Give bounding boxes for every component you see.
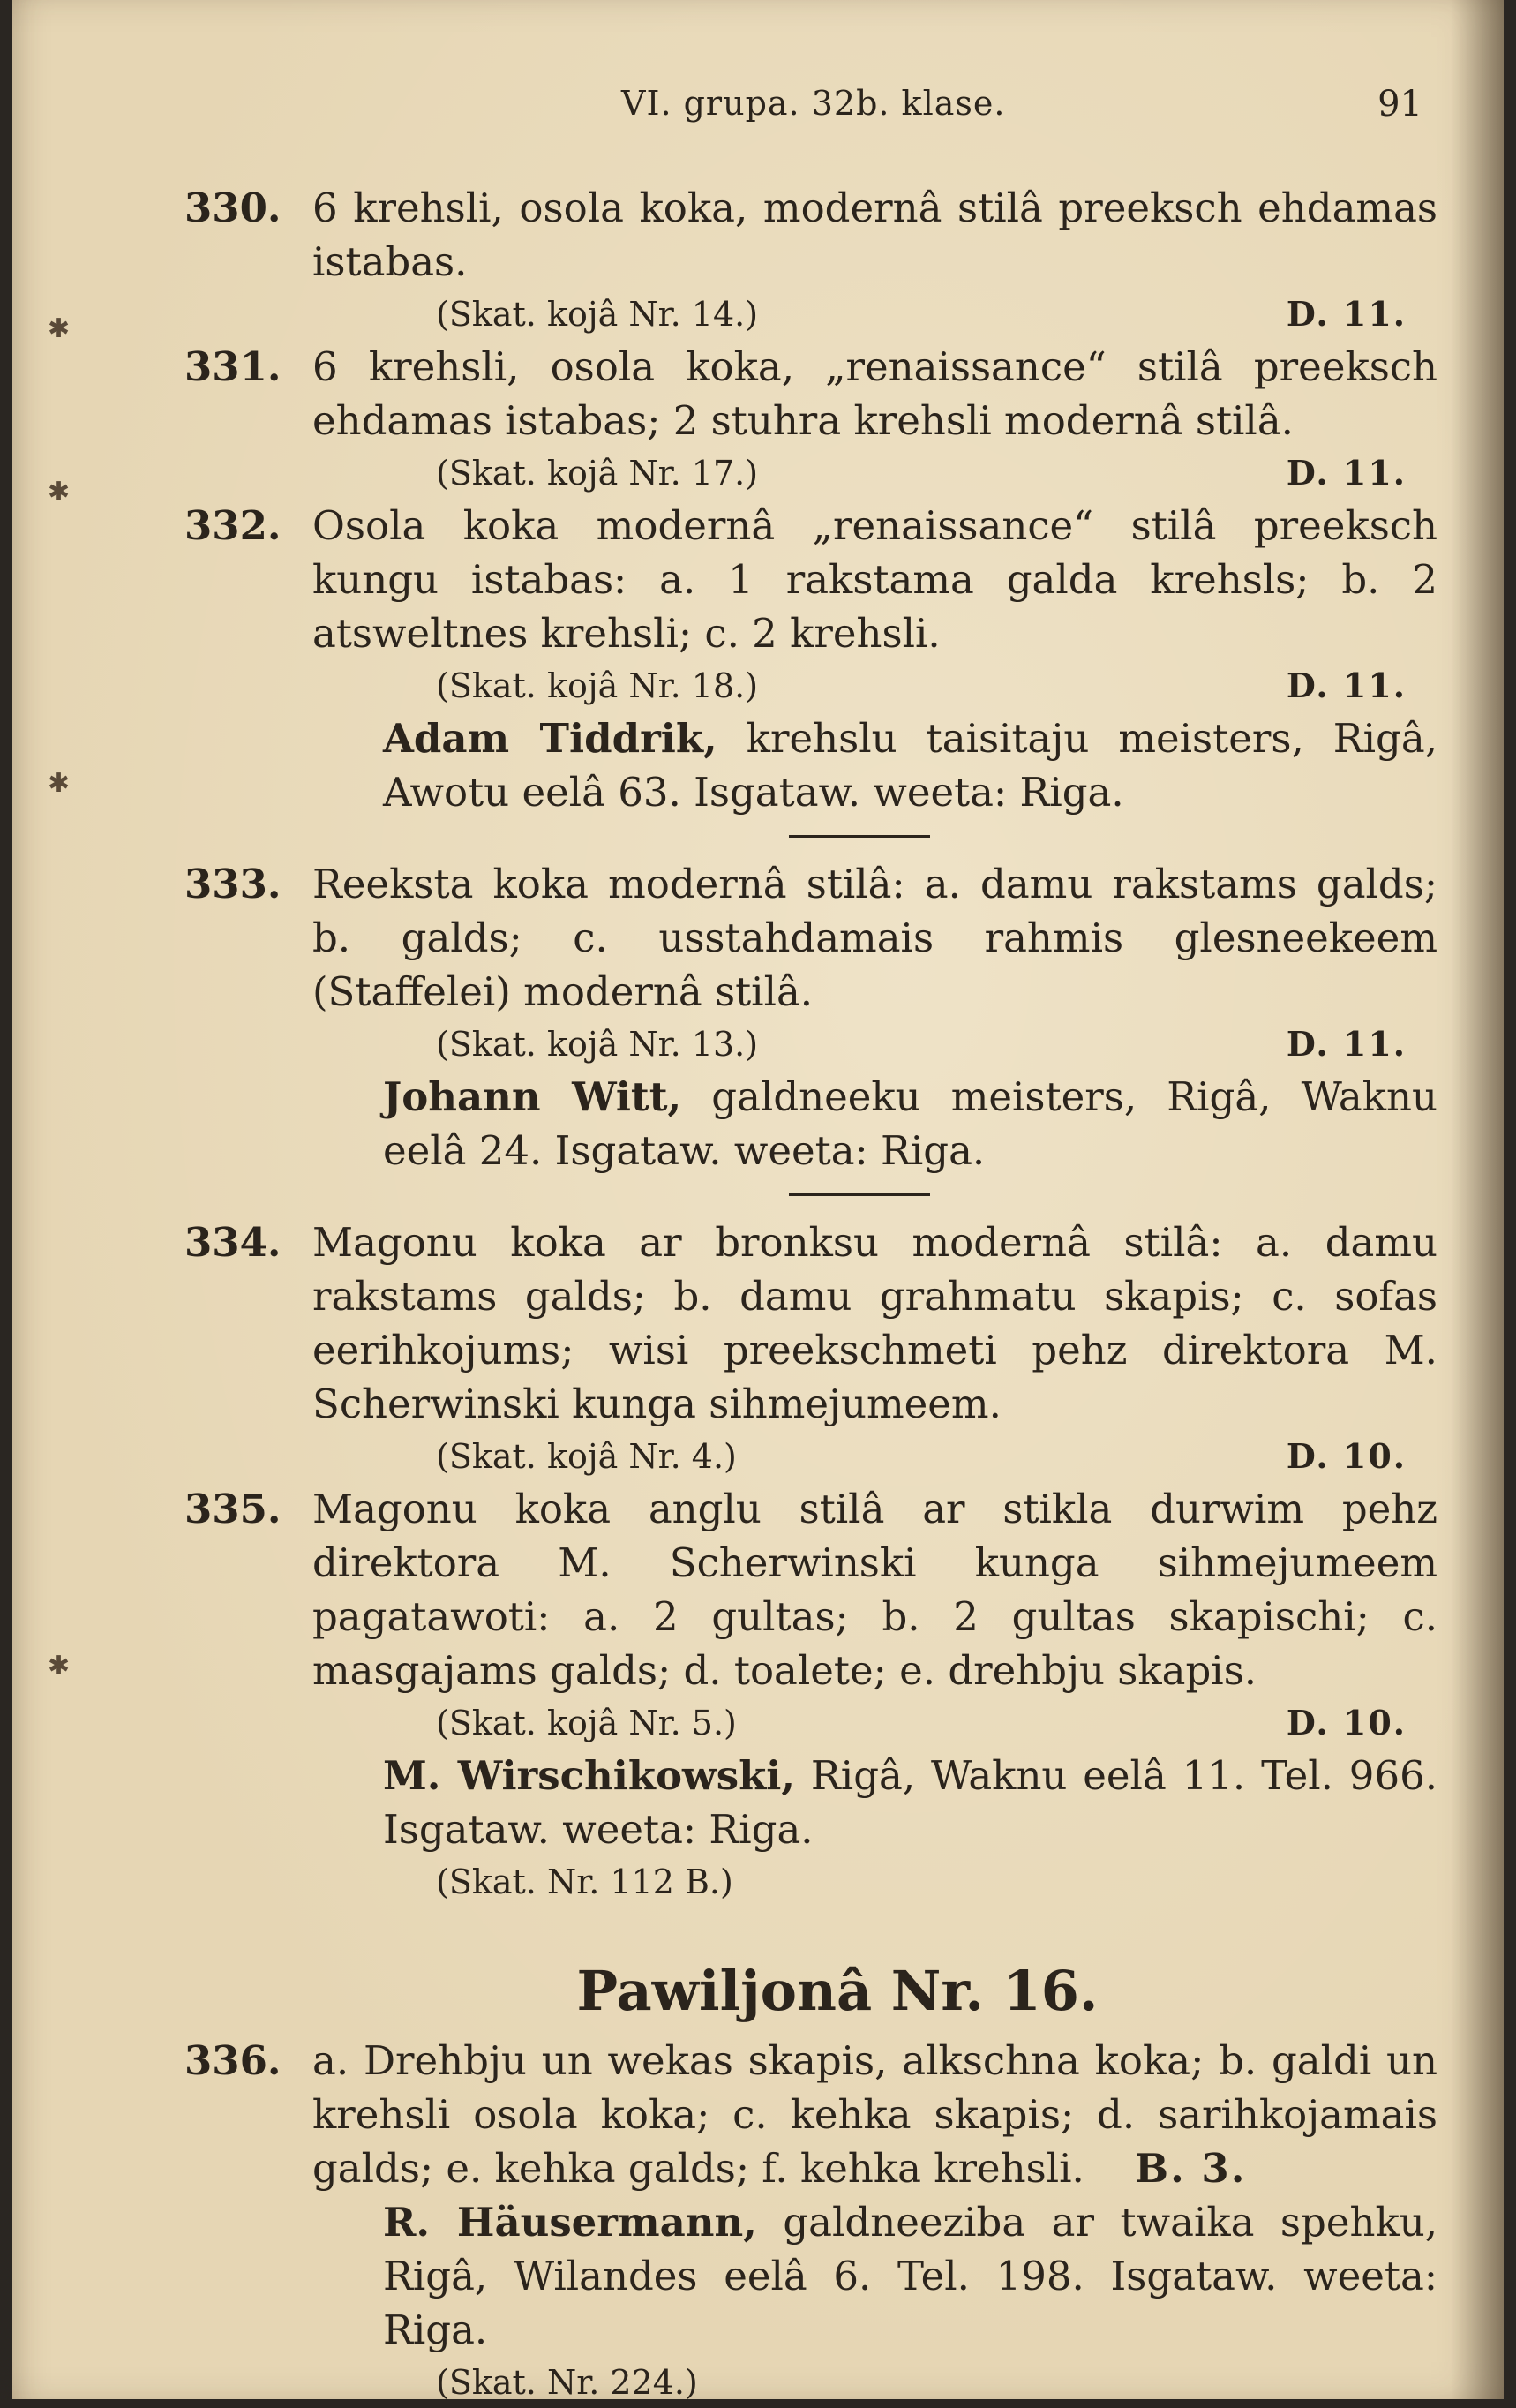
- page-number: 91: [1377, 84, 1422, 124]
- entry-meta: [436, 660, 1407, 711]
- running-header: VI. grupa. 32b. klase.: [621, 84, 1006, 123]
- entry-text: 6 krehsli, osola koka, „renaissance“ stilâ preeksch ehdamas istabas; 2 stuhra krehsli modernâ stilâ.: [312, 343, 1437, 444]
- location-tag: D. 10.: [1286, 1703, 1407, 1742]
- entry-text: [312, 2034, 1437, 2195]
- entry-meta: [436, 1431, 1407, 1482]
- divider: [789, 1193, 930, 1196]
- margin-mark: ✱: [48, 1651, 71, 1682]
- entry-meta: [436, 1019, 1407, 1070]
- book-page: [12, 0, 1504, 2402]
- exhibitor-name: R. Häusermann,: [383, 2199, 757, 2246]
- entry-335: [12, 1482, 1504, 1697]
- entry-text: Magonu koka anglu stilâ ar stikla durwim pehz direktora M. Scherwinski kunga sihmejumeem pagatawoti: a. 2 gultas; b. 2 gultas skapischi; c. masgajams galds; d. toalete; e. drehbju skapis.: [312, 1486, 1437, 1694]
- entry-number: 330.: [184, 184, 281, 231]
- exhibitor-details: galdneeziba ar twaika spehku, Rigâ, Wilandes eelâ 6. Tel. 198. Isgataw. weeta: Riga.: [383, 2199, 1437, 2353]
- exhibitor-details: krehslu taisitaju meisters, Rigâ, Awotu eelâ 63. Isgataw. weeta: Riga.: [383, 715, 1437, 816]
- entry-meta: [436, 289, 1407, 340]
- location-tag: D. 11.: [1286, 294, 1407, 334]
- location-tag: D. 10.: [1286, 1436, 1407, 1476]
- margin-mark: ✱: [48, 313, 71, 344]
- catalog-ref: (Skat. Nr. 112 B.): [436, 1862, 733, 1901]
- location-tag: B. 3.: [1135, 2145, 1247, 2192]
- entry-text: Reeksta koka modernâ stilâ: a. damu rakstams galds; b. galds; c. usstahdamais rahmis glesneekeem (Staffelei) modernâ stilâ.: [312, 861, 1437, 1015]
- exhibitor-name: M. Wirschikowski,: [383, 1752, 796, 1799]
- entry-number: 331.: [184, 343, 281, 390]
- entry-text: 6 krehsli, osola koka, modernâ stilâ preeksch ehdamas istabas.: [312, 184, 1437, 285]
- entry-meta: [436, 1697, 1407, 1749]
- page-content: [12, 181, 1504, 2408]
- catalog-ref: (Skat. Nr. 224.): [436, 2363, 698, 2402]
- exhibitor-name: Johann Witt,: [383, 1073, 682, 1120]
- catalog-ref: (Skat. kojâ Nr. 5.): [436, 1704, 737, 1742]
- margin-mark: ✱: [48, 768, 71, 799]
- entry-333: [12, 857, 1504, 1019]
- divider: [789, 835, 930, 838]
- catalog-ref: (Skat. kojâ Nr. 4.): [436, 1437, 737, 1476]
- entry-number: 336.: [184, 2037, 281, 2084]
- exhibitor: [383, 1070, 1437, 1178]
- location-tag: D. 11.: [1286, 666, 1407, 705]
- entry-text-body: a. Drehbju un wekas skapis, alkschna koka; b. galdi un krehsli osola koka; c. kehka skapis; d. sarihkojamais galds; e. kehka galds; f. kehka krehsli.: [312, 2037, 1437, 2192]
- exhibitor-details: Rigâ, Waknu eelâ 11. Tel. 966. Isgataw. weeta: Riga.: [383, 1752, 1438, 1853]
- catalog-ref: (Skat. kojâ Nr. 18.): [436, 666, 759, 705]
- entry-336: [12, 2034, 1504, 2195]
- entry-332: [12, 499, 1504, 660]
- entry-330: [12, 181, 1504, 289]
- entry-text: Osola koka modernâ „renaissance“ stilâ preeksch kungu istabas: a. 1 rakstama galda krehsls; b. 2 atsweltnes krehsli; c. 2 krehsli.: [312, 502, 1437, 657]
- catalog-ref: (Skat. kojâ Nr. 17.): [436, 454, 759, 493]
- entry-text: Magonu koka ar bronksu modernâ stilâ: a. damu rakstams galds; b. damu grahmatu skapis; c. sofas eerihkojums; wisi preekschmeti pehz direktora M. Scherwinski kunga sihmejumeem.: [312, 1219, 1437, 1427]
- entry-number: 335.: [184, 1486, 281, 1532]
- exhibitor: [383, 711, 1437, 819]
- location-tag: D. 11.: [1286, 453, 1407, 493]
- location-tag: D. 11.: [1286, 1024, 1407, 1064]
- exhibitor: [383, 2195, 1437, 2357]
- catalog-ref: (Skat. kojâ Nr. 14.): [436, 295, 759, 334]
- catalog-ref: (Skat. kojâ Nr. 13.): [436, 1025, 759, 1064]
- exhibitor: [383, 1749, 1437, 1856]
- entry-number: 334.: [184, 1219, 281, 1266]
- margin-mark: ✱: [48, 477, 71, 508]
- entry-331: [12, 340, 1504, 448]
- entry-number: 333.: [184, 861, 281, 907]
- exhibitor-name: Adam Tiddrik,: [383, 715, 717, 762]
- entry-number: 332.: [184, 502, 281, 549]
- exhibitor-details: galdneeku meisters, Rigâ, Waknu eelâ 24. Isgataw. weeta: Riga.: [383, 1073, 1437, 1174]
- entry-334: [12, 1215, 1504, 1431]
- section-title: Pawiljonâ Nr. 16.: [576, 1959, 1099, 2023]
- entry-meta: [436, 448, 1407, 499]
